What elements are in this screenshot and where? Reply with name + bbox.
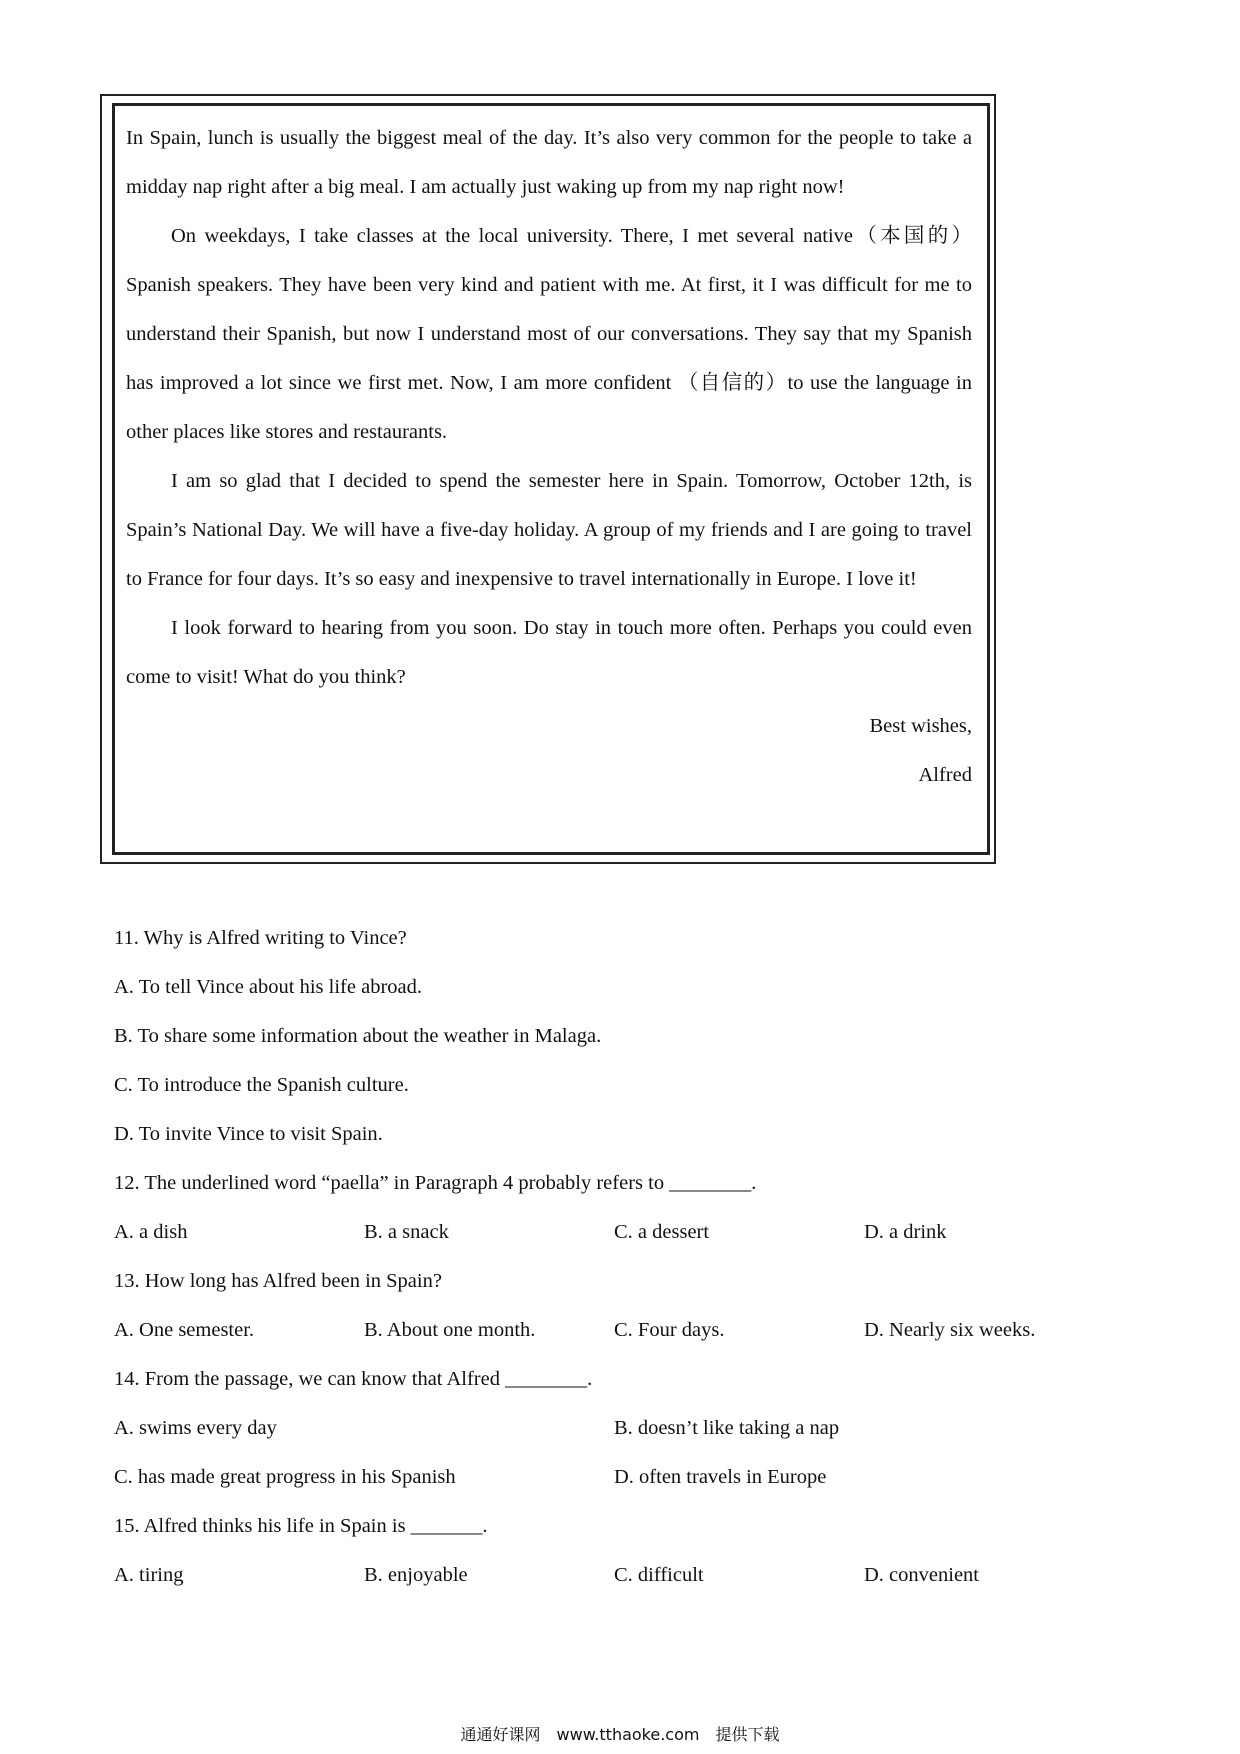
answer-option[interactable]: D. often travels in Europe [614,1466,827,1488]
answer-option[interactable]: C. difficult [614,1564,704,1586]
option-row [114,1551,1114,1600]
answer-option[interactable]: A. swims every day [114,1417,277,1439]
letter-paragraph-4: I look forward to hearing from you soon. Do stay in touch more often. Perhaps you could even come to visit! What do you think? [126,617,972,688]
answer-option[interactable]: B. doesn’t like taking a nap [614,1417,840,1439]
question-list [114,914,1114,1600]
answer-option[interactable]: B. To share some information about the weather in Malaga. [114,1025,602,1047]
answer-option[interactable]: C. has made great progress in his Spanish [114,1466,456,1488]
answer-option[interactable]: A. To tell Vince about his life abroad. [114,976,422,998]
letter-paragraph-3: I am so glad that I decided to spend the semester here in Spain. Tomorrow, October 12th, is Spain’s National Day. We will have a five-day holiday. A group of my friends and I are going to travel to France for four days. It’s so easy and inexpensive to travel internationally in Europe. I love it! [126,470,972,590]
answer-option[interactable]: D. a drink [864,1221,947,1243]
letter-closing: Best wishes, [869,715,972,737]
question-stem: 14. From the passage, we can know that Alfred ________. [114,1368,593,1390]
answer-option[interactable]: B. a snack [364,1221,449,1243]
answer-option[interactable]: D. To invite Vince to visit Spain. [114,1123,383,1145]
option-row [114,1306,1114,1355]
answer-option[interactable]: D. convenient [864,1564,979,1586]
answer-option[interactable]: B. About one month. [364,1319,536,1341]
letter-paragraph-2: On weekdays, I take classes at the local university. There, I met several native（本国的）Spanish speakers. They have been very kind and patient with me. At first, it I was difficult for me to understand their Spanish, but now I understand most of our conversations. They say that my Spanish has improved a lot since we first met. Now, I am more confident （自信的）to use the language in other places like stores and restaurants. [126,225,972,443]
option-row [114,1453,1114,1502]
answer-option[interactable]: A. a dish [114,1221,188,1243]
letter-body [126,114,972,800]
letter-signature: Alfred [918,764,972,786]
answer-option[interactable]: C. Four days. [614,1319,725,1341]
answer-option[interactable]: B. enjoyable [364,1564,468,1586]
question-stem: 12. The underlined word “paella” in Paragraph 4 probably refers to ________. [114,1172,757,1194]
answer-option[interactable]: D. Nearly six weeks. [864,1319,1036,1341]
letter-paragraph-1: In Spain, lunch is usually the biggest meal of the day. It’s also very common for the people to take a midday nap right after a big meal. I am actually just waking up from my nap right now! [126,127,972,198]
answer-option[interactable]: C. To introduce the Spanish culture. [114,1074,409,1096]
option-row [114,1404,1114,1453]
question-stem: 15. Alfred thinks his life in Spain is _______. [114,1515,488,1537]
answer-option[interactable]: C. a dessert [614,1221,710,1243]
question-stem: 13. How long has Alfred been in Spain? [114,1270,442,1292]
answer-option[interactable]: A. One semester. [114,1319,255,1341]
option-row [114,1208,1114,1257]
page-footer: 通通好课网 www.tthaoke.com 提供下载 [460,1725,780,1744]
question-stem: 11. Why is Alfred writing to Vince? [114,927,407,949]
answer-option[interactable]: A. tiring [114,1564,184,1586]
